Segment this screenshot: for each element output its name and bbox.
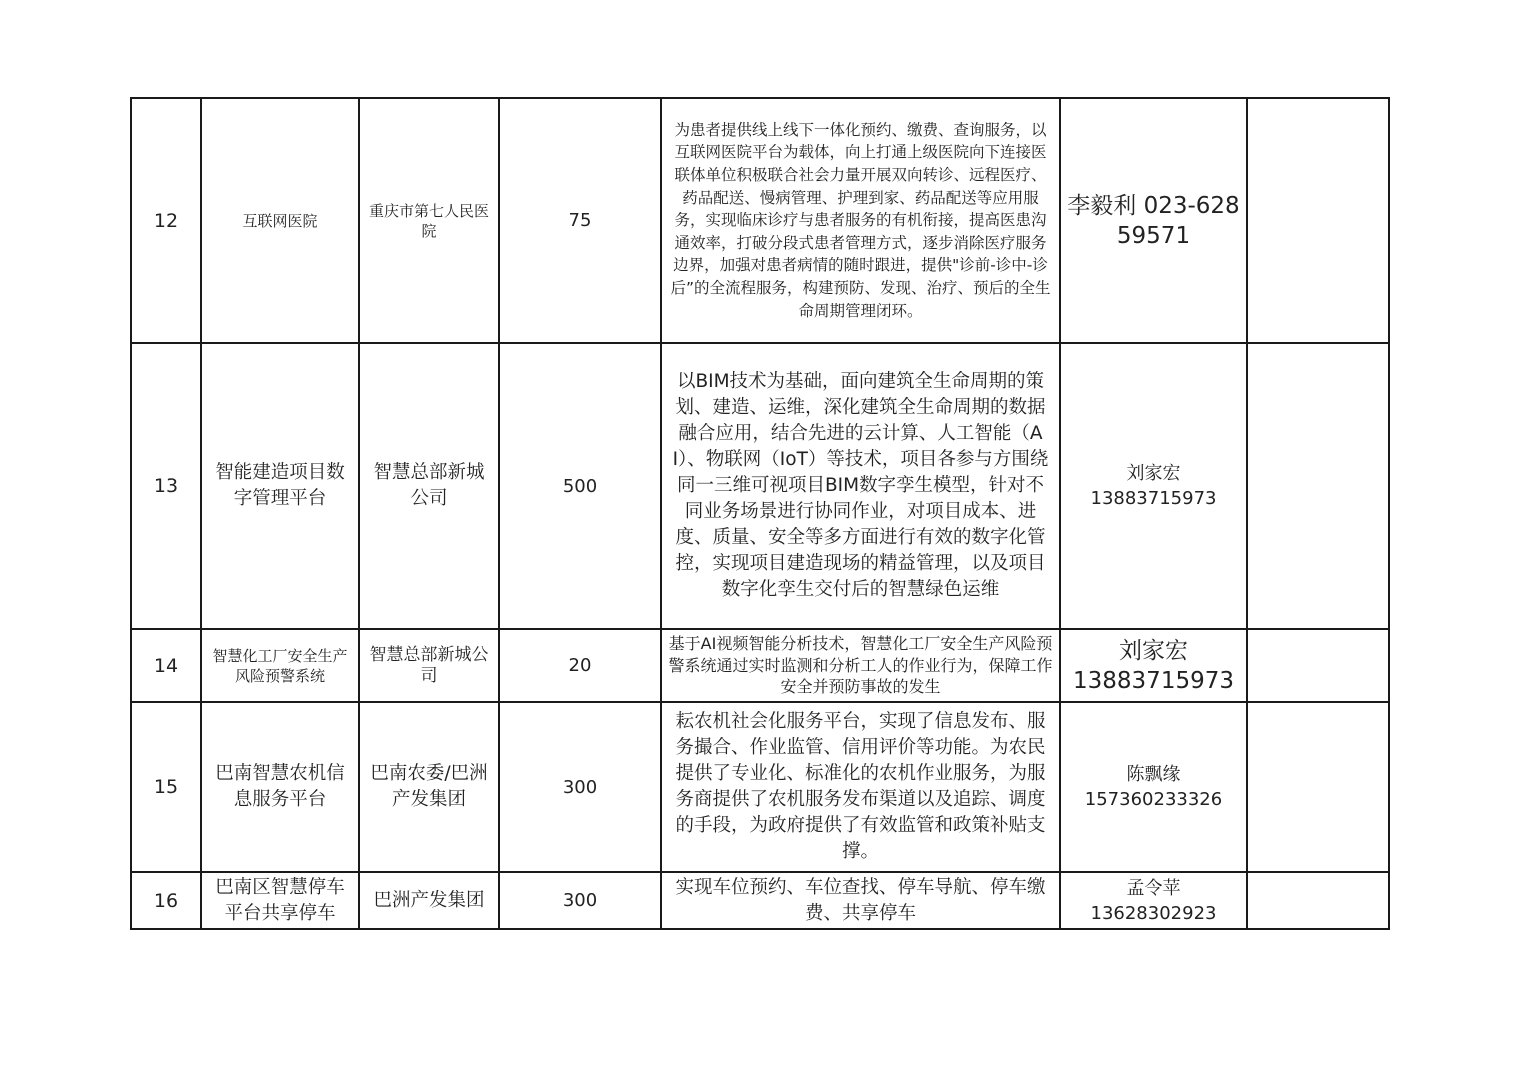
project-description: 实现车位预约、车位查找、停车导航、停车缴费、共享停车 (661, 872, 1060, 929)
contact-name: 刘家宏 (1119, 637, 1188, 664)
contact-name: 李毅利 (1067, 192, 1137, 219)
project-name: 互联网医院 (201, 98, 359, 343)
table-row (131, 343, 1389, 629)
row-number: 12 (131, 98, 201, 343)
table-row (131, 872, 1389, 929)
contact-name: 陈飘缘 (1126, 764, 1181, 785)
project-note (1247, 98, 1389, 343)
table-row (131, 629, 1389, 702)
project-name: 智慧化工厂安全生产风险预警系统 (201, 629, 359, 702)
contact-phone: 023-62859571 (1116, 192, 1240, 249)
project-contact (1060, 98, 1247, 343)
project-name: 巴南区智慧停车平台共享停车 (215, 876, 345, 924)
project-amount: 75 (499, 98, 661, 343)
project-contact (1060, 872, 1247, 929)
project-org: 智慧总部新城公司 (359, 629, 499, 702)
table-row (131, 98, 1389, 343)
project-note (1247, 702, 1389, 872)
project-description: 基于AI视频智能分析技术，智慧化工厂安全生产风险预警系统通过实时监测和分析工人的作业行为，保障工作安全并预防事故的发生 (661, 629, 1060, 702)
project-description: 以BIM技术为基础，面向建筑全生命周期的策划、建造、运维，深化建筑全生命周期的数据融合应用，结合先进的云计算、人工智能（AI）、物联网（IoT）等技术，项目各参与方围绕同一三维可视项目BIM数字孪生模型，针对不同业务场景进行协同作业，对项目成本、进度、质量、安全等多方面进行有效的数字化管控，实现项目建造现场的精益管理，以及项目数字化孪生交付后的智慧绿色运维 (661, 343, 1060, 629)
contact-phone: 13883715973 (1073, 667, 1234, 694)
project-org: 巴南农委/巴洲产发集团 (359, 702, 499, 872)
project-org: 重庆市第七人民医院 (359, 98, 499, 343)
project-table (130, 97, 1390, 930)
row-number: 13 (131, 343, 201, 629)
table-row (131, 702, 1389, 872)
row-number: 14 (131, 629, 201, 702)
project-amount: 300 (499, 702, 661, 872)
project-name: 巴南智慧农机信息服务平台 (201, 702, 359, 872)
project-amount: 20 (499, 629, 661, 702)
project-contact (1060, 629, 1247, 702)
project-description: 为患者提供线上线下一体化预约、缴费、查询服务，以互联网医院平台为载体，向上打通上级医院向下连接医联体单位积极联合社会力量开展双向转诊、远程医疗、药品配送、慢病管理、护理到家、药品配送等应用服务，实现临床诊疗与患者服务的有机衔接，提高医患沟通效率，打破分段式患者管理方式，逐步消除医疗服务边界，加强对患者病情的随时跟进，提供"诊前-诊中-诊后”的全流程服务，构建预防、发现、治疗、预后的全生命周期管理闭环。 (661, 98, 1060, 343)
project-description: 耘农机社会化服务平台，实现了信息发布、服务撮合、作业监管、信用评价等功能。为农民提供了专业化、标准化的农机作业服务，为服务商提供了农机服务发布渠道以及追踪、调度的手段，为政府提供了有效监管和政策补贴支撑。 (661, 702, 1060, 872)
contact-name: 孟令苹 (1126, 877, 1181, 899)
contact-phone: 13628302923 (1090, 902, 1217, 924)
contact-name: 刘家宏 (1126, 463, 1181, 484)
project-contact (1060, 343, 1247, 629)
project-amount: 500 (499, 343, 661, 629)
contact-phone: 157360233326 (1084, 789, 1223, 810)
project-note (1247, 343, 1389, 629)
project-org: 巴洲产发集团 (359, 872, 499, 929)
project-note (1247, 872, 1389, 929)
row-number: 15 (131, 702, 201, 872)
project-amount: 300 (499, 872, 661, 929)
project-name-cell (201, 872, 359, 929)
project-contact (1060, 702, 1247, 872)
contact-phone: 13883715973 (1090, 488, 1217, 509)
project-org: 智慧总部新城公司 (359, 343, 499, 629)
project-name: 智能建造项目数字管理平台 (201, 343, 359, 629)
project-note (1247, 629, 1389, 702)
row-number: 16 (131, 872, 201, 929)
